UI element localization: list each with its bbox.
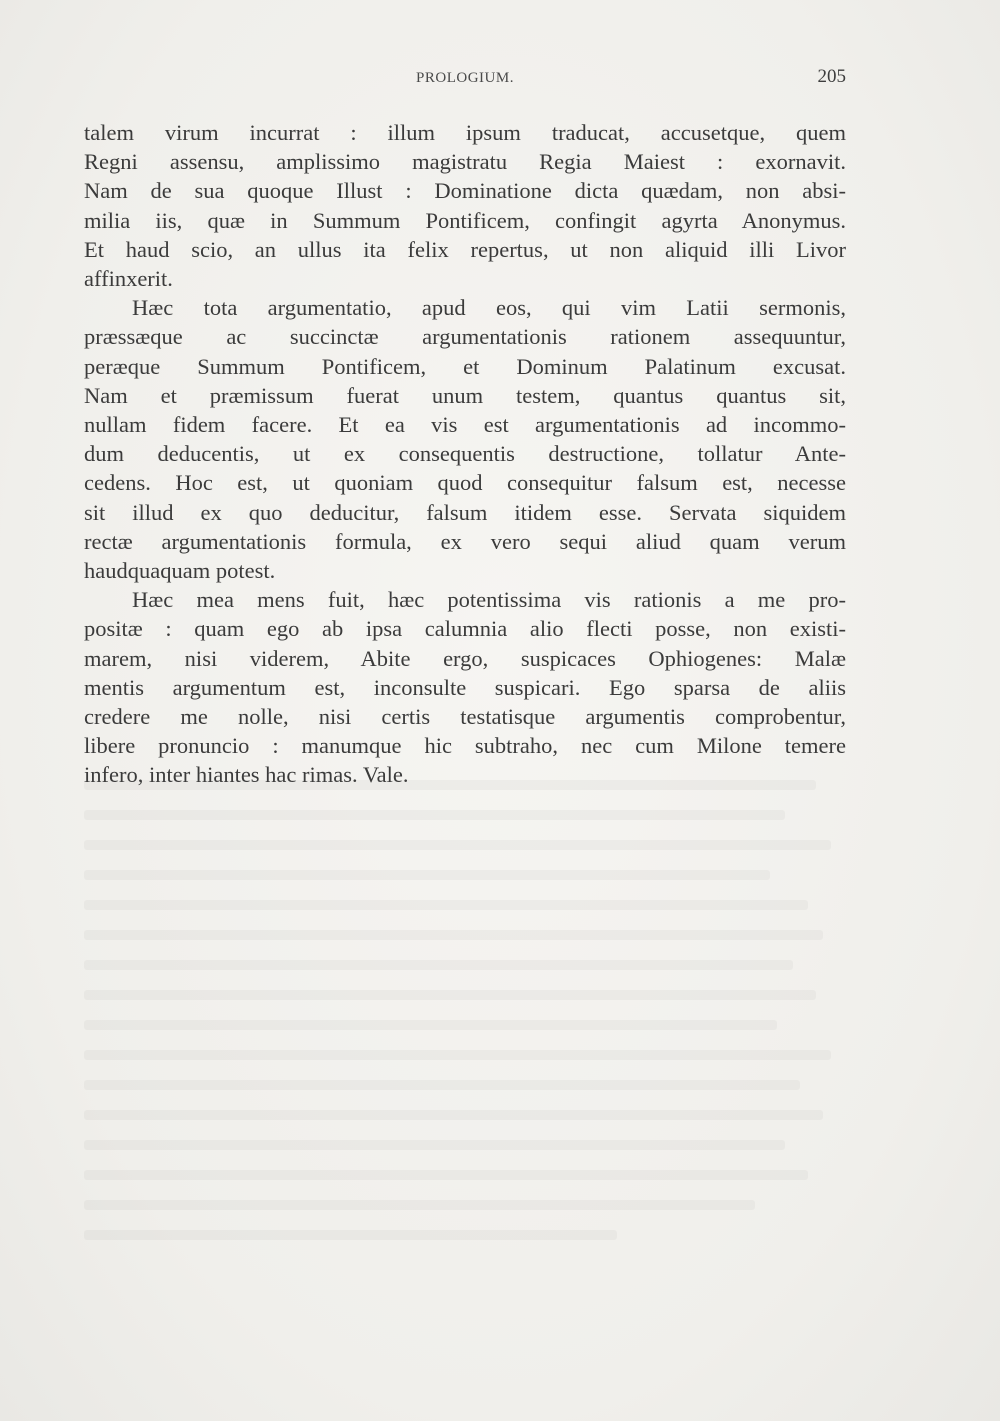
- paragraph-2: [84, 293, 846, 585]
- ghost-line: [84, 1200, 755, 1210]
- text-line: Nam et præmissum fuerat unum testem, quantus quantus sit,: [84, 382, 846, 408]
- text-line: sit illud ex quo deducitur, falsum itidem esse. Servata siquidem: [84, 499, 846, 525]
- page-header: [84, 66, 846, 92]
- ghost-line: [84, 1080, 800, 1090]
- ghost-line: [84, 960, 793, 970]
- text-line: dum deducentis, ut ex consequentis destructione, tollatur Ante-: [84, 441, 846, 467]
- text-line: cedens. Hoc est, ut quoniam quod consequitur falsum est, necesse: [84, 470, 846, 496]
- text-line: nullam fidem facere. Et ea vis est argumentationis ad incommo-: [84, 412, 846, 438]
- paragraph-1: [84, 118, 846, 293]
- ghost-line: [84, 840, 831, 850]
- ghost-line: [84, 1110, 823, 1120]
- text-line: Hæc tota argumentatio, apud eos, qui vim Latii sermonis,: [132, 295, 846, 321]
- text-line: milia iis, quæ in Summum Pontificem, confingit agyrta Anonymus.: [84, 207, 846, 233]
- paragraph-3: [84, 585, 846, 789]
- ghost-line: [84, 810, 785, 820]
- text-line: marem, nisi viderem, Abite ergo, suspicaces Ophiogenes: Malæ: [84, 645, 846, 671]
- ghost-line: [84, 1140, 785, 1150]
- text-line: affinxerit.: [84, 266, 173, 292]
- text-line: Regni assensu, amplissimo magistratu Regia Maiest : exornavit.: [84, 149, 846, 175]
- text-line: talem virum incurrat : illum ipsum traducat, accusetque, quem: [84, 120, 846, 145]
- ghost-line: [84, 990, 816, 1000]
- text-line: rectæ argumentationis formula, ex vero sequi aliud quam verum: [84, 528, 846, 554]
- ghost-line: [84, 930, 823, 940]
- page-number: 205: [817, 66, 846, 87]
- ghost-line: [84, 1230, 617, 1240]
- text-line: credere me nolle, nisi certis testatisque argumentis comprobentur,: [84, 704, 846, 730]
- text-line: Hæc mea mens fuit, hæc potentissima vis rationis a me pro-: [132, 587, 846, 613]
- ghost-line: [84, 1020, 777, 1030]
- ghost-line: [84, 870, 770, 880]
- text-line: mentis argumentum est, inconsulte suspicari. Ego sparsa de aliis: [84, 674, 846, 700]
- ghost-line: [84, 900, 808, 910]
- text-line: Nam de sua quoque Illust : Dominatione dicta quædam, non absi-: [84, 178, 846, 204]
- text-line: præssæque ac succinctæ argumentationis rationem assequuntur,: [84, 324, 846, 350]
- body-text: [84, 118, 846, 790]
- ghost-line: [84, 1050, 831, 1060]
- ghost-line: [84, 1170, 808, 1180]
- show-through-texture: [84, 780, 846, 1280]
- text-line: positæ : quam ego ab ipsa calumnia alio flecti posse, non existi-: [84, 616, 846, 642]
- text-line: libere pronuncio : manumque hic subtraho, nec cum Milone temere: [84, 733, 846, 759]
- text-line: peræque Summum Pontificem, et Dominum Palatinum excusat.: [84, 353, 846, 379]
- text-line: haudquaquam potest.: [84, 558, 276, 584]
- text-line: Et haud scio, an ullus ita felix repertus, ut non aliquid illi Livor: [84, 236, 846, 262]
- text-line: infero, inter hiantes hac rimas. Vale.: [84, 762, 409, 788]
- running-head: PROLOGIUM.: [416, 70, 514, 86]
